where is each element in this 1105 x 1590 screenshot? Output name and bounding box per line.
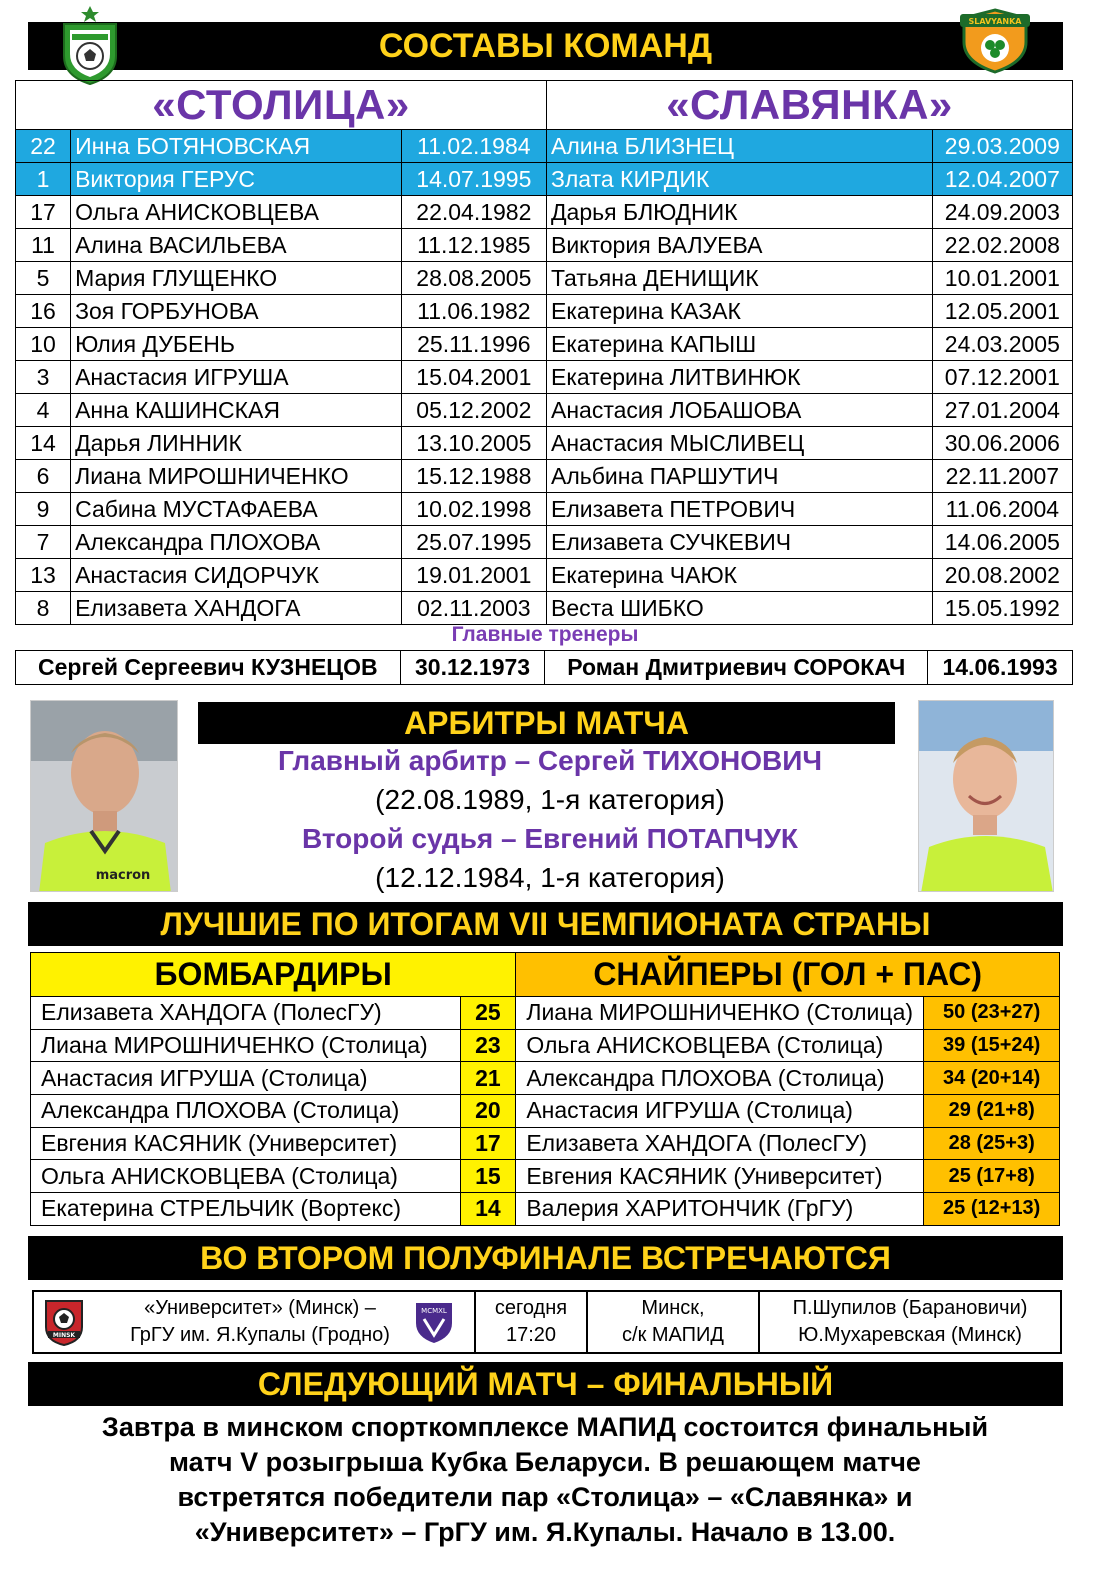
team2-player-birthdate: 30.06.2006 (932, 427, 1072, 460)
sniper-name: Анастасия ИГРУША (Столица) (516, 1095, 924, 1128)
grgu-logo (414, 1292, 460, 1352)
team2-player-birthdate: 22.11.2007 (932, 460, 1072, 493)
sniper-points: 25 (17+8) (924, 1160, 1060, 1193)
team1-player-name: Виктория ГЕРУС (71, 163, 402, 196)
shirt-brand: macron (95, 868, 151, 883)
team2-player-birthdate: 15.05.1992 (932, 592, 1072, 625)
stolitsa-logo (58, 4, 122, 86)
team2-player-name: Алина БЛИЗНЕЦ (546, 130, 932, 163)
team2-player-name: Екатерина КАПЫШ (546, 328, 932, 361)
slavyanka-logo-text: SLAVYANKA (968, 17, 1022, 26)
main-referee: Главный арбитр – Сергей ТИХОНОВИЧ (277, 745, 823, 776)
team1-player-birthdate: 19.01.2001 (401, 559, 546, 592)
team2-player-name: Альбина ПАРШУТИЧ (546, 460, 932, 493)
team1-player-birthdate: 25.11.1996 (401, 328, 546, 361)
semifinal-bar (28, 1236, 1063, 1280)
scorer-name: Екатерина СТРЕЛЬЧИК (Вортекс) (31, 1193, 461, 1226)
coach1-name: Сергей Сергеевич КУЗНЕЦОВ (16, 651, 401, 685)
team2-player-name: Злата КИРДИК (546, 163, 932, 196)
scorer-name: Анастасия ИГРУША (Столица) (31, 1062, 461, 1095)
scorer-name: Александра ПЛОХОВА (Столица) (31, 1095, 461, 1128)
next-match-line: Завтра в минском спорткомплексе МАПИД состоится финальный (101, 1412, 989, 1442)
team1-player-birthdate: 11.02.1984 (401, 130, 546, 163)
player-number: 3 (16, 361, 71, 394)
team2-player-birthdate: 27.01.2004 (932, 394, 1072, 427)
second-referee-info: (12.12.1984, 1-я категория) (375, 862, 725, 893)
sniper-name: Александра ПЛОХОВА (Столица) (516, 1062, 924, 1095)
roster-row (16, 592, 1073, 625)
team1-player-birthdate: 11.12.1985 (401, 229, 546, 262)
scorer-name: Лиана МИРОШНИЧЕНКО (Столица) (31, 1029, 461, 1062)
university-logo (42, 1292, 98, 1352)
roster-row (16, 130, 1073, 163)
team2-player-name: Дарья БЛЮДНИК (546, 196, 932, 229)
next-match-text (20, 1410, 1070, 1550)
best-row (31, 1127, 1060, 1160)
team1-player-name: Алина ВАСИЛЬЕВА (71, 229, 402, 262)
team2-player-name: Татьяна ДЕНИЩИК (546, 262, 932, 295)
team2-player-name: Елизавета СУЧКЕВИЧ (546, 526, 932, 559)
player-number: 8 (16, 592, 71, 625)
player-number: 9 (16, 493, 71, 526)
team1-name: «СТОЛИЦА» (16, 81, 547, 130)
coach1-date: 30.12.1973 (400, 651, 545, 685)
team2-player-birthdate: 24.03.2005 (932, 328, 1072, 361)
team2-player-birthdate: 12.04.2007 (932, 163, 1072, 196)
best-row (31, 1029, 1060, 1062)
semifinal-where (588, 1292, 758, 1352)
sniper-points: 28 (25+3) (924, 1127, 1060, 1160)
team1-player-birthdate: 10.02.1998 (401, 493, 546, 526)
team2-player-birthdate: 10.01.2001 (932, 262, 1072, 295)
scorer-name: Евгения КАСЯНИК (Университет) (31, 1127, 461, 1160)
team2-player-name: Екатерина ЧАЮК (546, 559, 932, 592)
team1-player-birthdate: 15.12.1988 (401, 460, 546, 493)
sniper-name: Ольга АНИСКОВЦЕВА (Столица) (516, 1029, 924, 1062)
scorer-goals: 20 (460, 1095, 516, 1128)
main-referee-info: (22.08.1989, 1-я категория) (375, 784, 725, 815)
semifinal-when (476, 1292, 586, 1352)
university-logo-text: MINSK (52, 1332, 76, 1339)
team2-player-name: Екатерина ЛИТВИНЮК (546, 361, 932, 394)
roster-row (16, 427, 1073, 460)
roster-row (16, 460, 1073, 493)
team1-player-name: Юлия ДУБЕНЬ (71, 328, 402, 361)
semifinal-title: ВО ВТОРОМ ПОЛУФИНАЛЕ ВСТРЕЧАЮТСЯ (200, 1240, 891, 1276)
semifinal-referee2: Ю.Мухаревская (Минск) (798, 1324, 1022, 1346)
referee2-photo (918, 700, 1054, 892)
player-number: 6 (16, 460, 71, 493)
referees-bar (198, 702, 895, 744)
team1-player-birthdate: 28.08.2005 (401, 262, 546, 295)
team1-player-birthdate: 05.12.2002 (401, 394, 546, 427)
team1-player-birthdate: 02.11.2003 (401, 592, 546, 625)
roster-row (16, 295, 1073, 328)
team1-player-name: Лиана МИРОШНИЧЕНКО (71, 460, 402, 493)
team1-player-birthdate: 22.04.1982 (401, 196, 546, 229)
team1-player-name: Елизавета ХАНДОГА (71, 592, 402, 625)
team2-player-birthdate: 29.03.2009 (932, 130, 1072, 163)
team1-player-name: Анастасия СИДОРЧУК (71, 559, 402, 592)
page-title: СОСТАВЫ КОМАНД (378, 27, 713, 65)
sniper-points: 50 (23+27) (924, 997, 1060, 1030)
player-number: 17 (16, 196, 71, 229)
team1-player-name: Зоя ГОРБУНОВА (71, 295, 402, 328)
scorer-goals: 15 (460, 1160, 516, 1193)
semifinal-referee1: П.Шупилов (Барановичи) (792, 1297, 1028, 1319)
team2-player-birthdate: 14.06.2005 (932, 526, 1072, 559)
team1-player-name: Анастасия ИГРУША (71, 361, 402, 394)
second-referee: Второй судья – Евгений ПОТАПЧУК (301, 823, 799, 854)
team2-player-name: Елизавета ПЕТРОВИЧ (546, 493, 932, 526)
semifinal-teams (100, 1292, 420, 1352)
roster-row (16, 163, 1073, 196)
player-number: 16 (16, 295, 71, 328)
scorer-goals: 17 (460, 1127, 516, 1160)
scorer-goals: 14 (460, 1193, 516, 1226)
scorer-goals: 23 (460, 1029, 516, 1062)
semifinal-time: 17:20 (505, 1324, 557, 1346)
sniper-points: 39 (15+24) (924, 1029, 1060, 1062)
roster-row (16, 196, 1073, 229)
grgu-logo-text: MCMXL (421, 1307, 447, 1315)
team2-player-birthdate: 11.06.2004 (932, 493, 1072, 526)
player-number: 10 (16, 328, 71, 361)
scorer-goals: 25 (460, 997, 516, 1030)
team2-name: «СЛАВЯНКА» (546, 81, 1072, 130)
roster-row (16, 493, 1073, 526)
snipers-title: СНАЙПЕРЫ (ГОЛ + ПАС) (516, 953, 1060, 997)
team1-player-name: Александра ПЛОХОВА (71, 526, 402, 559)
team1-player-birthdate: 25.07.1995 (401, 526, 546, 559)
roster-row (16, 328, 1073, 361)
best-bar (28, 902, 1063, 946)
coach2-name: Роман Дмитриевич СОРОКАЧ (545, 651, 928, 685)
next-match-line: встретятся победители пар «Столица» – «Славянка» и (177, 1482, 913, 1512)
semifinal-team1: «Университет» (Минск) – (144, 1297, 376, 1319)
player-number: 7 (16, 526, 71, 559)
slavyanka-logo (958, 4, 1032, 74)
coaches-table (15, 650, 1073, 685)
next-match-title: СЛЕДУЮЩИЙ МАТЧ – ФИНАЛЬНЫЙ (257, 1366, 834, 1402)
team2-player-name: Виктория ВАЛУЕВА (546, 229, 932, 262)
roster-row (16, 229, 1073, 262)
team1-player-birthdate: 11.06.1982 (401, 295, 546, 328)
scorer-goals: 21 (460, 1062, 516, 1095)
team2-player-name: Анастасия ЛОБАШОВА (546, 394, 932, 427)
sniper-name: Лиана МИРОШНИЧЕНКО (Столица) (516, 997, 924, 1030)
best-table (30, 952, 1060, 1226)
coaches-title: Главные тренеры (451, 623, 639, 646)
team2-player-birthdate: 07.12.2001 (932, 361, 1072, 394)
roster-row (16, 526, 1073, 559)
referees-title: АРБИТРЫ МАТЧА (404, 705, 689, 741)
roster-row (16, 394, 1073, 427)
roster-row (16, 361, 1073, 394)
best-body (31, 997, 1060, 1226)
coach2-date: 14.06.1993 (928, 651, 1073, 685)
referee1-photo (30, 700, 178, 892)
team1-player-birthdate: 14.07.1995 (401, 163, 546, 196)
semifinal-venue: с/к МАПИД (622, 1324, 724, 1346)
player-number: 4 (16, 394, 71, 427)
sniper-name: Елизавета ХАНДОГА (ПолесГУ) (516, 1127, 924, 1160)
semifinal-info (32, 1290, 1062, 1354)
roster-row (16, 559, 1073, 592)
best-row (31, 1160, 1060, 1193)
team2-player-name: Веста ШИБКО (546, 592, 932, 625)
scorer-name: Елизавета ХАНДОГА (ПолесГУ) (31, 997, 461, 1030)
player-number: 5 (16, 262, 71, 295)
roster-row (16, 262, 1073, 295)
team1-player-name: Ольга АНИСКОВЦЕВА (71, 196, 402, 229)
team1-player-name: Сабина МУСТАФАЕВА (71, 493, 402, 526)
best-row (31, 1062, 1060, 1095)
sniper-points: 25 (12+13) (924, 1193, 1060, 1226)
player-number: 22 (16, 130, 71, 163)
sniper-points: 29 (21+8) (924, 1095, 1060, 1128)
scorers-title: БОМБАРДИРЫ (31, 953, 516, 997)
best-title: ЛУЧШИЕ ПО ИТОГАМ VII ЧЕМПИОНАТА СТРАНЫ (160, 906, 931, 942)
semifinal-referees (760, 1292, 1060, 1352)
player-number: 11 (16, 229, 71, 262)
team1-player-name: Инна БОТЯНОВСКАЯ (71, 130, 402, 163)
next-match-line: «Университет» – ГрГУ им. Я.Купалы. Начало в 13.00. (194, 1517, 896, 1547)
team2-player-birthdate: 12.05.2001 (932, 295, 1072, 328)
team1-player-birthdate: 13.10.2005 (401, 427, 546, 460)
best-row (31, 997, 1060, 1030)
sniper-name: Евгения КАСЯНИК (Университет) (516, 1160, 924, 1193)
roster-body (16, 130, 1073, 625)
best-row (31, 1193, 1060, 1226)
next-match-bar (28, 1362, 1063, 1406)
semifinal-city: Минск, (641, 1297, 705, 1319)
player-number: 13 (16, 559, 71, 592)
team2-player-name: Екатерина КАЗАК (546, 295, 932, 328)
scorer-name: Ольга АНИСКОВЦЕВА (Столица) (31, 1160, 461, 1193)
team2-player-birthdate: 20.08.2002 (932, 559, 1072, 592)
next-match-line: матч V розыгрыша Кубка Беларуси. В решающем матче (169, 1447, 921, 1477)
team2-player-birthdate: 24.09.2003 (932, 196, 1072, 229)
semifinal-team2: ГрГУ им. Я.Купалы (Гродно) (130, 1324, 390, 1346)
roster-header-row (16, 81, 1073, 130)
sniper-points: 34 (20+14) (924, 1062, 1060, 1095)
team1-player-name: Анна КАШИНСКАЯ (71, 394, 402, 427)
semifinal-day: сегодня (494, 1297, 568, 1319)
team1-player-name: Мария ГЛУЩЕНКО (71, 262, 402, 295)
team1-player-name: Дарья ЛИННИК (71, 427, 402, 460)
best-row (31, 1095, 1060, 1128)
header-bar (28, 22, 1063, 70)
team2-player-name: Анастасия МЫСЛИВЕЦ (546, 427, 932, 460)
roster-table (15, 80, 1073, 625)
player-number: 14 (16, 427, 71, 460)
best-header-row (31, 953, 1060, 997)
coaches-row (16, 651, 1073, 685)
sniper-name: Валерия ХАРИТОНЧИК (ГрГУ) (516, 1193, 924, 1226)
team1-player-birthdate: 15.04.2001 (401, 361, 546, 394)
player-number: 1 (16, 163, 71, 196)
team2-player-birthdate: 22.02.2008 (932, 229, 1072, 262)
